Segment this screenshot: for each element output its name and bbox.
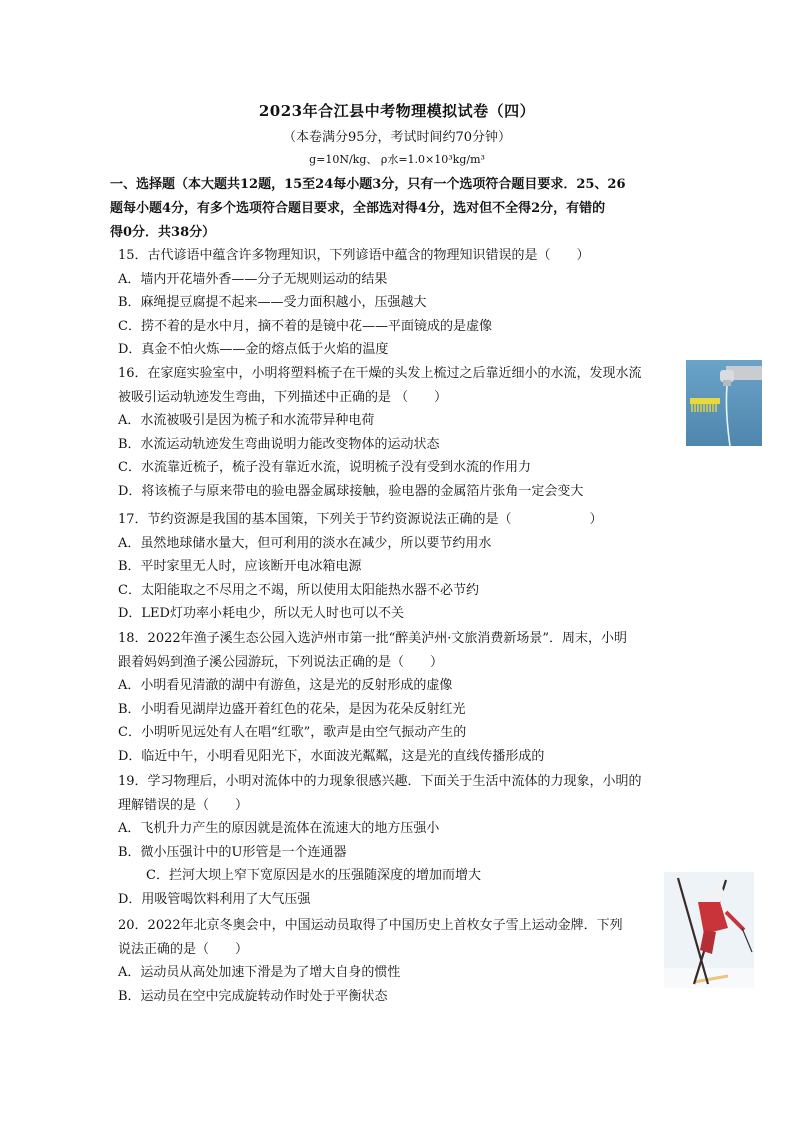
question-stem: 说法正确的是（ ）: [118, 941, 249, 957]
option-c: C．太阳能取之不尽用之不竭，所以使用太阳能热水器不必节约: [118, 582, 479, 598]
section-line: 题每小题4分，有多个选项符合题目要求，全部选对得4分，选对但不全得2分，有错的: [110, 201, 606, 216]
option-d: D．将该梳子与原来带电的验电器金属球接触，验电器的金属箔片张角一定会变大: [118, 483, 584, 499]
question-18: [118, 627, 627, 769]
question-stem: 20．2022年北京冬奥会中，中国运动员取得了中国历史上首枚女子雪上运动金牌．下列: [118, 918, 623, 933]
option-d: D．临近中午，小明看见阳光下，水面波光粼粼，这是光的直线传播形成的: [118, 748, 545, 764]
option-b: B．水流运动轨迹发生弯曲说明力能改变物体的运动状态: [118, 436, 440, 452]
question-20: [118, 914, 623, 1008]
question-17: [118, 508, 603, 626]
question-16: [118, 362, 642, 504]
section-heading: [110, 173, 680, 245]
question-15: [118, 244, 590, 362]
question-stem: 被吸引运动轨迹发生弯曲，下列描述中正确的是 （ ）: [118, 389, 448, 405]
option-d: D．LED灯功率小耗电少，所以无人时也可以不关: [118, 606, 404, 622]
section-line: 得0分．共38分）: [110, 225, 216, 240]
option-c: C．水流靠近梳子，梳子没有靠近水流，说明梳子没有受到水流的作用力: [118, 460, 531, 476]
option-a: A．水流被吸引是因为梳子和水流带异种电荷: [118, 413, 375, 429]
exam-subtitle: （本卷满分95分，考试时间约70分钟）: [282, 130, 512, 145]
option-d: D．真金不怕火炼——金的熔点低于火焰的温度: [118, 342, 389, 358]
exam-title: 2023年合江县中考物理模拟试卷（四）: [258, 102, 536, 120]
question-stem: 跟着妈妈到渔子溪公园游玩，下列说法正确的是（ ）: [118, 654, 444, 670]
option-a: A．墙内开花墙外香——分子无规则运动的结果: [118, 271, 388, 287]
option-c: C．拦河大坝上窄下宽原因是水的压强随深度的增加而增大: [146, 868, 481, 884]
option-b: B．平时家里无人时，应该断开电冰箱电源: [118, 559, 362, 575]
option-a: A．运动员从高处加速下滑是为了增大自身的惯性: [118, 965, 401, 981]
physical-constants: g=10N/kg、 ρ水=1.0×10³kg/m³: [309, 153, 485, 166]
question-19: [118, 770, 642, 912]
option-b: B．运动员在空中完成旋转动作时处于平衡状态: [118, 988, 388, 1004]
option-b: B．麻绳提豆腐提不起来——受力面积越小，压强越大: [118, 295, 427, 311]
skier-photo: [664, 872, 754, 988]
option-a: A．飞机升力产生的原因就是流体在流速大的地方压强小: [118, 821, 440, 837]
question-stem: 16．在家庭实验室中，小明将塑料梳子在干燥的头发上梳过之后靠近细小的水流，发现水流: [118, 366, 642, 381]
option-a: A．小明看见清澈的湖中有游鱼，这是光的反射形成的虚像: [118, 678, 453, 694]
question-stem: 17．节约资源是我国的基本国策，下列关于节约资源说法正确的是（ ）: [118, 512, 603, 527]
option-c: C．捞不着的是水中月，摘不着的是镜中花——平面镜成的是虚像: [118, 318, 492, 334]
option-c: C．小明听见远处有人在唱“红歌”，歌声是由空气振动产生的: [118, 725, 467, 741]
section-line: 一、选择题（本大题共12题，15至24每小题3分，只有一个选项符合题目要求．25、26: [110, 177, 626, 192]
question-stem: 理解错误的是（ ）: [118, 797, 249, 813]
option-a: A．虽然地球储水量大，但可利用的淡水在减少，所以要节约用水: [118, 535, 492, 551]
option-d: D．用吸管喝饮料利用了大气压强: [118, 891, 311, 907]
option-b: B．小明看见湖岸边盛开着红色的花朵，是因为花朵反射红光: [118, 701, 466, 717]
comb-water-photo: [686, 360, 762, 446]
question-stem: 18．2022年渔子溪生态公园入选泸州市第一批“醉美泸州·文旅消费新场景”．周末，小明: [118, 631, 628, 646]
question-stem: 19．学习物理后，小明对流体中的力现象很感兴趣．下面关于生活中流体的力现象，小明的: [118, 774, 642, 789]
option-b: B．微小压强计中的U形管是一个连通器: [118, 844, 347, 860]
question-stem: 15．古代谚语中蕴含许多物理知识，下列谚语中蕴含的物理知识错误的是（ ）: [118, 248, 590, 263]
